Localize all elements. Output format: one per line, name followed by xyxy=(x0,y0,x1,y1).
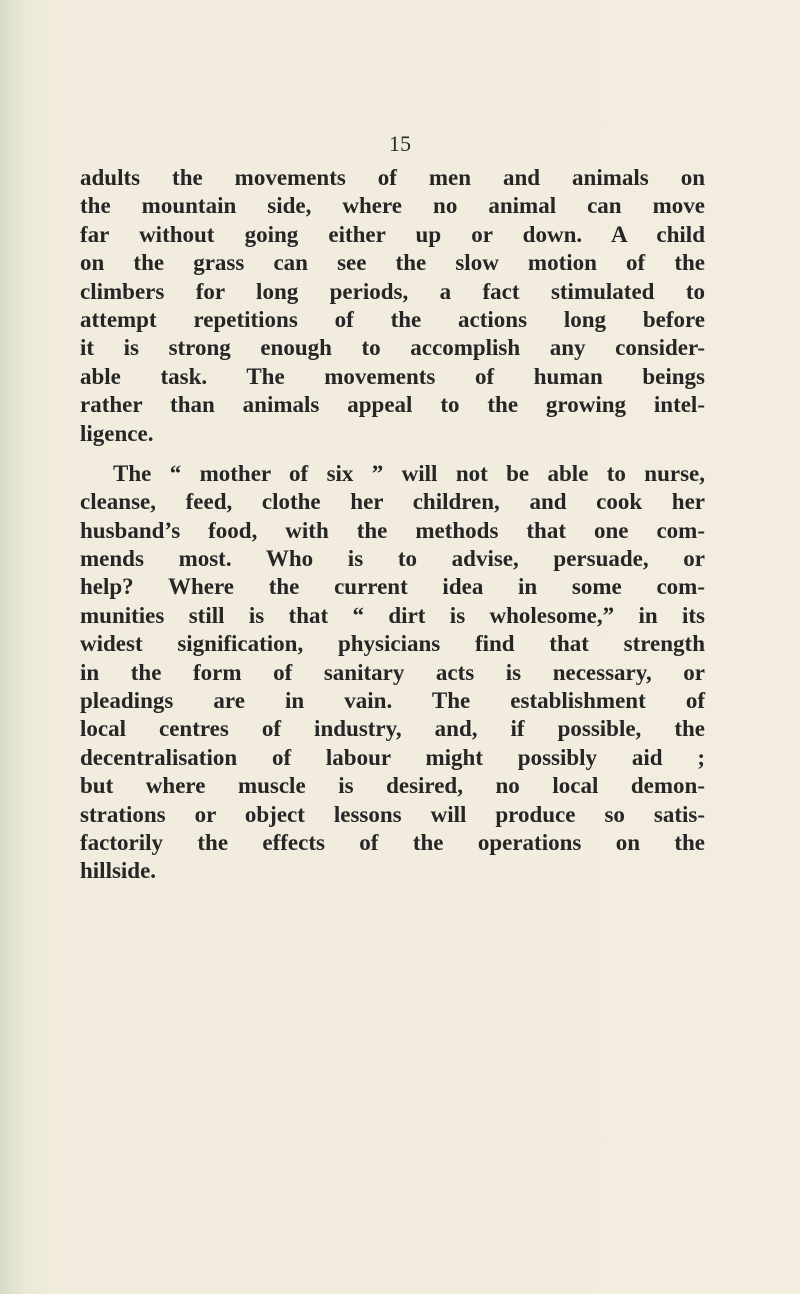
text-line: far without going either up or down. A child xyxy=(80,221,705,247)
text-line: decentralisation of labour might possibly aid ; xyxy=(80,744,705,770)
paragraph-1 xyxy=(80,164,705,448)
text-line: on the grass can see the slow motion of the xyxy=(80,250,705,276)
text-line: husband’s food, with the methods that one com- xyxy=(80,517,705,543)
text-line: ligence. xyxy=(80,420,154,446)
text-line: but where muscle is desired, no local demon- xyxy=(80,773,705,799)
paragraph-gap xyxy=(80,448,705,460)
text-line: local centres of industry, and, if possible, the xyxy=(80,716,705,742)
text-line: help? Where the current idea in some com- xyxy=(80,574,705,600)
text-line: widest signification, physicians find that strength xyxy=(80,631,705,657)
page-number: 15 xyxy=(389,131,411,156)
text-line: climbers for long periods, a fact stimulated to xyxy=(80,278,705,304)
text-line: in the form of sanitary acts is necessary, or xyxy=(80,659,705,685)
text-line: munities still is that “ dirt is wholesome,” in its xyxy=(80,602,705,628)
text-line: rather than animals appeal to the growing intel- xyxy=(80,392,705,418)
paragraph-2 xyxy=(80,460,705,886)
text-line: hillside. xyxy=(80,858,157,884)
body-text xyxy=(80,164,705,886)
text-line: it is strong enough to accomplish any consider- xyxy=(80,335,705,361)
text-line: able task. The movements of human beings xyxy=(80,363,705,389)
text-line: The “ mother of six ” will not be able to nurse, xyxy=(113,460,705,486)
text-line: the mountain side, where no animal can move xyxy=(80,193,705,219)
text-line: mends most. Who is to advise, persuade, or xyxy=(80,546,705,572)
text-line: cleanse, feed, clothe her children, and cook her xyxy=(80,489,705,515)
text-line: factorily the effects of the operations on the xyxy=(80,829,705,855)
text-line: strations or object lessons will produce so satis- xyxy=(80,801,705,827)
text-line: attempt repetitions of the actions long before xyxy=(80,306,705,332)
text-line: adults the movements of men and animals on xyxy=(80,165,705,190)
text-line: pleadings are in vain. The establishment of xyxy=(80,688,705,714)
